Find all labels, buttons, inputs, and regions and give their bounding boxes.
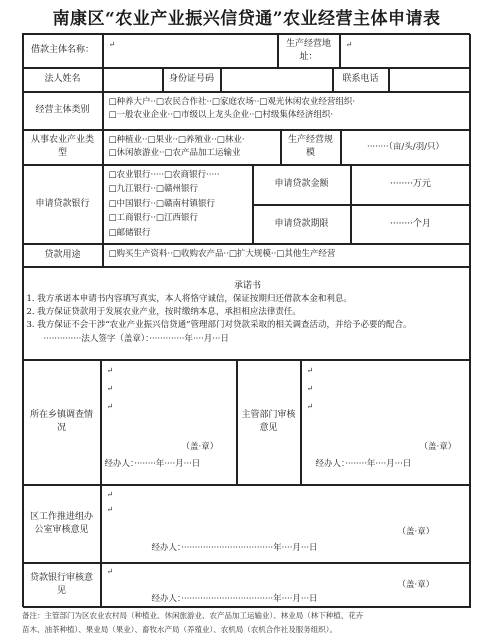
- loan-amount-field[interactable]: ········万元: [351, 165, 471, 205]
- empty-line: ↵: [306, 365, 314, 375]
- footnote-line-2: 苗木、油茶种植）、果业局（果业）、畜牧水产局（养殖业）、农机局（农机合作社及服务组织）。: [22, 625, 337, 634]
- phone-field[interactable]: [389, 68, 471, 92]
- district-handler[interactable]: 经办人：··································年····月···日: [151, 542, 318, 553]
- district-office-label: 区工作推进组办公室审核意见: [23, 485, 101, 563]
- pledge-item-2: 2. 我方保证贷款用于发展农业产业，按时缴纳本息，承担相应法律责任。: [26, 306, 301, 317]
- footnote-line-1: 备注：主管部门为区农业农村局（种植业、休闲旅游业、农产品加工运输业）、林业局（林下种植、花卉: [22, 611, 364, 620]
- dept-seal: （盖·章）: [419, 441, 457, 452]
- legal-person-label: 法人姓名: [23, 68, 103, 92]
- phone-label: 联系电话: [333, 68, 389, 92]
- empty-line: ↵: [106, 365, 114, 375]
- entity-type-options[interactable]: [103, 92, 471, 130]
- empty-line: ↵: [106, 566, 114, 576]
- township-survey-field[interactable]: [101, 360, 237, 485]
- township-seal: （盖·章）: [181, 441, 219, 452]
- bank-option-row[interactable]: □农业银行·····□农商银行·····: [108, 169, 220, 180]
- id-number-label: 身份证号码: [163, 68, 221, 92]
- dept-review-field[interactable]: [301, 360, 471, 485]
- industry-line-2[interactable]: □休闲旅游业··□农产品加工运输业: [108, 147, 241, 158]
- dept-review-label: 主管部门审核意见: [237, 360, 301, 485]
- industry-type-label: 从事农业产业类型: [23, 130, 103, 165]
- empty-line: ↵: [106, 504, 114, 514]
- bank-review-handler[interactable]: 经办人：··································年····月···日: [151, 593, 318, 604]
- production-scale-label: 生产经营规模: [281, 130, 341, 165]
- empty-line: ↵: [106, 489, 114, 499]
- pledge-item-1: 1. 我方承诺本申请书内容填写真实，本人将恪守诚信，保证按期归还借款本金和利息。: [26, 293, 352, 304]
- loan-purpose-label: 贷款用途: [23, 244, 103, 267]
- bank-option-row[interactable]: □中国银行··□赣南村镇银行: [108, 198, 215, 209]
- business-address-field[interactable]: ↵: [340, 34, 471, 68]
- bank-review-seal: （盖·章）: [397, 579, 435, 590]
- empty-line: ↵: [306, 383, 314, 393]
- loan-bank-label: 申请贷款银行: [23, 165, 103, 244]
- bank-option-row[interactable]: □工商银行··□江西银行: [108, 213, 198, 223]
- legal-person-field[interactable]: [103, 68, 163, 92]
- business-address-label: 生产经营地址：: [278, 34, 340, 68]
- pledge-heading: 承诺书: [233, 280, 261, 291]
- dept-handler[interactable]: 经办人：········年····月···日: [315, 458, 412, 469]
- production-scale-field[interactable]: ········（亩/头/羽/只）: [341, 130, 471, 165]
- pledge-item-3: 3. 我方保证不会干涉“农业产业振兴信贷通”管理部门对贷款采取的相关调查活动，并给予必要的配合。: [26, 319, 412, 330]
- township-handler[interactable]: 经办人：········年····月···日: [104, 458, 201, 469]
- borrower-name-label: 借款主体名称：: [23, 34, 103, 68]
- form-title: 南康区“农业产业振兴信贷通”农业经营主体申请表: [52, 9, 441, 29]
- bank-option-row[interactable]: □九江银行··□赣州银行: [108, 184, 198, 194]
- pledge-signature[interactable]: ··············法人签字（盖章）：·············年····月···日: [43, 333, 229, 344]
- loan-purpose-options[interactable]: □购买生产资料··□收购农产品··□扩大规模··□其他生产经营: [103, 244, 471, 267]
- entity-type-line-2[interactable]: □一般农业企业··□市级以上龙头企业··□村级集体经济组织·: [108, 109, 334, 120]
- loan-bank-options[interactable]: [103, 165, 253, 244]
- industry-type-options[interactable]: [103, 130, 281, 165]
- pledge-section: [23, 267, 471, 360]
- loan-term-label: 申请贷款期限: [253, 205, 351, 244]
- empty-line: ↵: [106, 383, 114, 393]
- entity-type-label: 经营主体类别: [23, 92, 103, 130]
- loan-term-field[interactable]: ········个月: [351, 205, 471, 244]
- township-survey-label: 所在乡镇调查情况: [23, 360, 101, 485]
- entity-type-line-1[interactable]: □种养大户··□农民合作社··□家庭农场··□观光休闲农业经营组织·: [108, 96, 356, 107]
- application-form-table: [22, 33, 470, 607]
- bank-option-row[interactable]: □邮储银行: [108, 227, 151, 238]
- bank-review-field[interactable]: [101, 563, 471, 608]
- empty-line: ↵: [306, 401, 314, 411]
- industry-line-1[interactable]: □种植业··□果业··□养殖业··□林业·: [108, 134, 245, 145]
- loan-amount-label: 申请贷款金额: [253, 165, 351, 205]
- id-number-field[interactable]: [221, 68, 333, 92]
- district-seal: （盖·章）: [397, 526, 435, 537]
- bank-review-label: 贷款银行审核意见: [23, 563, 101, 608]
- empty-line: ↵: [106, 401, 114, 411]
- district-office-field[interactable]: [101, 485, 471, 563]
- borrower-name-field[interactable]: ↵: [103, 34, 278, 68]
